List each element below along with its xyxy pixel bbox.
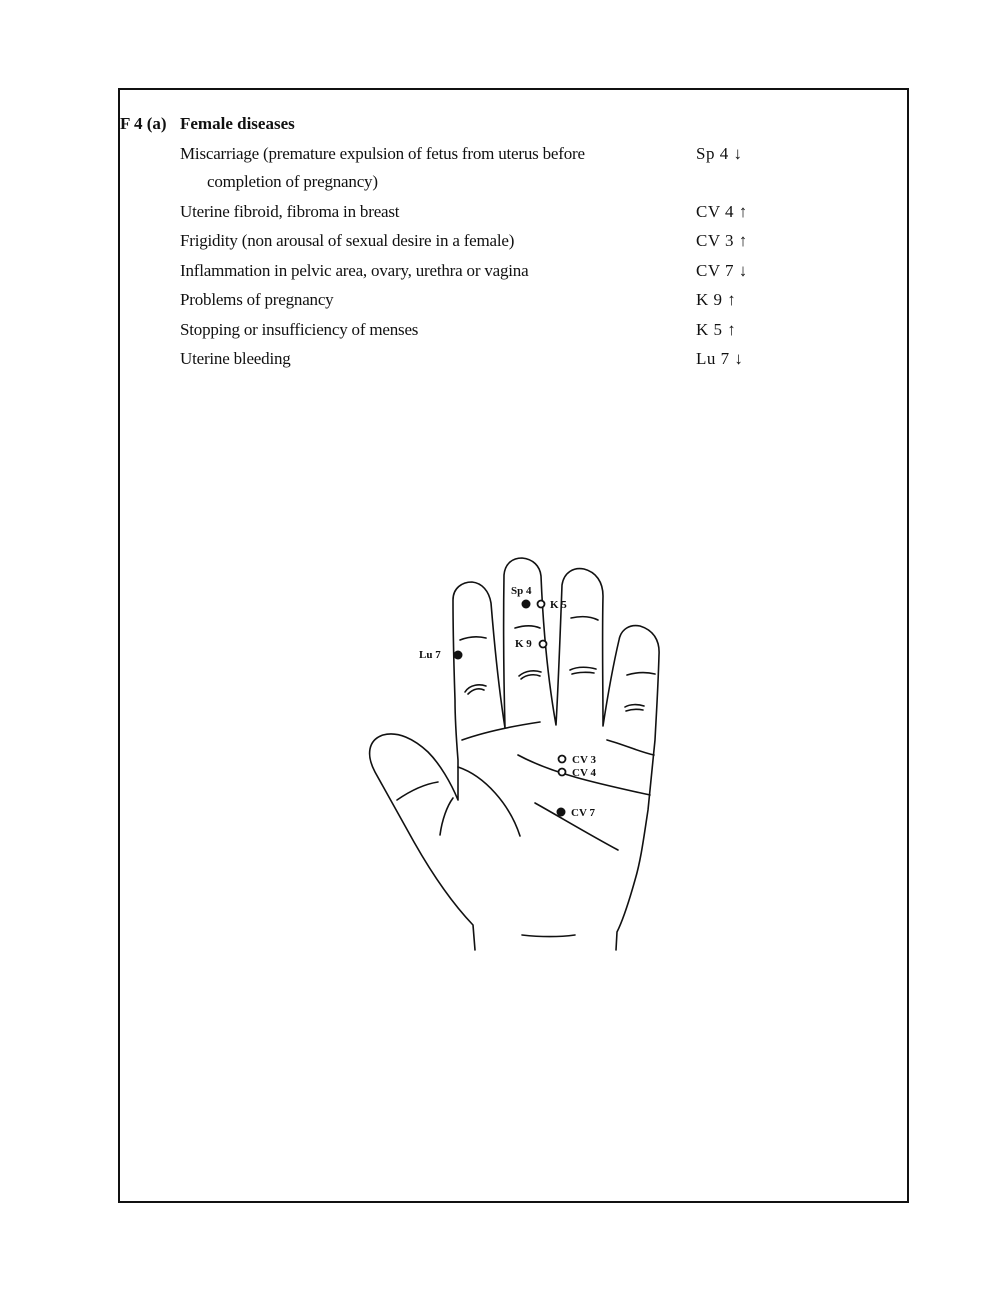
condition-row: Inflammation in pelvic area, ovary, urethra or vagina [180, 261, 529, 280]
cv7-label: CV 7 [571, 807, 595, 819]
point-label: K 9 ↑ [696, 290, 737, 309]
cv4-point [559, 769, 566, 776]
sp4-point [522, 600, 531, 609]
k9-point [540, 641, 547, 648]
section-code: F 4 (a) [120, 114, 167, 133]
condition-text: Miscarriage (premature expulsion of fetus from uterus before [180, 144, 585, 163]
lu7-label: Lu 7 [419, 649, 441, 661]
condition-continuation: completion of pregnancy) [207, 172, 378, 191]
lu7-point [454, 651, 463, 660]
k9-label: K 9 [515, 638, 532, 650]
k5-point [538, 601, 545, 608]
cv4-label: CV 4 [572, 767, 596, 779]
hand-outline [370, 558, 659, 950]
point-label: Lu 7 ↓ [696, 349, 744, 368]
point-label: K 5 ↑ [696, 320, 737, 339]
condition-row: Uterine fibroid, fibroma in breast [180, 202, 400, 221]
acupoint-labels [419, 585, 596, 819]
sp4-label: Sp 4 [511, 585, 532, 597]
cv3-label: CV 3 [572, 754, 596, 766]
section-title: Female diseases [180, 114, 295, 133]
condition-row: Uterine bleeding [180, 349, 291, 368]
condition-row: Frigidity (non arousal of sexual desire in a female) [180, 231, 515, 250]
point-label: CV 7 ↓ [696, 261, 748, 280]
cv7-point [557, 808, 566, 817]
point-label: CV 3 ↑ [696, 231, 748, 250]
acupoint-markers [454, 600, 566, 817]
condition-row: Stopping or insufficiency of menses [180, 320, 419, 339]
cv3-point [559, 756, 566, 763]
point-label: CV 4 ↑ [696, 202, 748, 221]
point-label: Sp 4 ↓ [696, 144, 743, 163]
k5-label: K 5 [550, 599, 567, 611]
condition-row: Problems of pregnancy [180, 290, 334, 309]
